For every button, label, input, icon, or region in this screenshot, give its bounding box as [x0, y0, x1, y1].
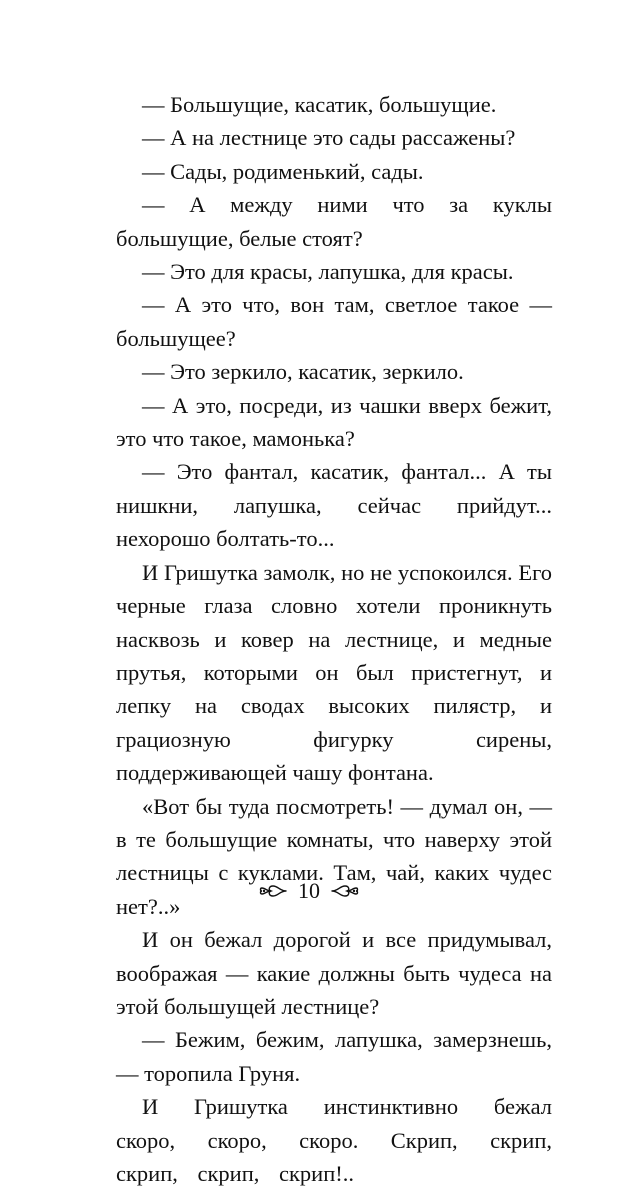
paragraph: И Гришутка инстинктивно бежал скоро, скоро, скоро. Скрип, скрип, скрип, скрип, скрип!.. [116, 1094, 552, 1186]
paragraph: — А это, посреди, из чашки вверх бежит, это что такое, мамонька? [116, 392, 552, 452]
paragraph: И Гришутка замолк, но не успокоился. Его черные глаза словно хотели проникнуть насквозь и ковер на лестнице, и медные прутья, которыми он был пристегнут, и лепку на сводах высоких пилястр, и грациозную фигурку сирены, поддерживающей чашу фонтана. [116, 559, 552, 786]
paragraph: — А на лестнице это сады рассажены? [142, 125, 516, 151]
paragraph: — Сады, родименький, сады. [142, 158, 424, 184]
paragraph: — Это для красы, лапушка, для красы. [142, 259, 514, 285]
paragraph: — А это что, вон там, светлое такое — большущее? [116, 292, 552, 351]
fleuron-right-icon [330, 882, 360, 900]
page-body [116, 88, 552, 1190]
paragraph: — Это зеркило, касатик, зеркило. [142, 359, 464, 385]
paragraph: — А между ними что за куклы большущие, белые стоят? [116, 192, 552, 251]
page-footer [0, 878, 618, 904]
paragraph: «Вот бы туда посмотреть! — думал он, — в те большущие комнаты, что наверху этой лестницы с куклами. Там, чай, каких чудес нет?..» [116, 793, 552, 919]
paragraph: И он бежал дорогой и все придумывал, воображая — какие должны быть чудеса на этой большущей лестнице? [116, 927, 552, 1019]
paragraph: — Большущие, касатик, большущие. [142, 92, 497, 117]
paragraph: — Это фантал, касатик, фантал... А ты нишкни, лапушка, сейчас прийдут... нехорошо болтать-то... [116, 459, 552, 552]
paragraph: — Бежим, бежим, лапушка, замерзнешь, — торопила Груня. [116, 1027, 552, 1086]
page-number: 10 [298, 878, 320, 903]
fleuron-left-icon [258, 882, 288, 900]
